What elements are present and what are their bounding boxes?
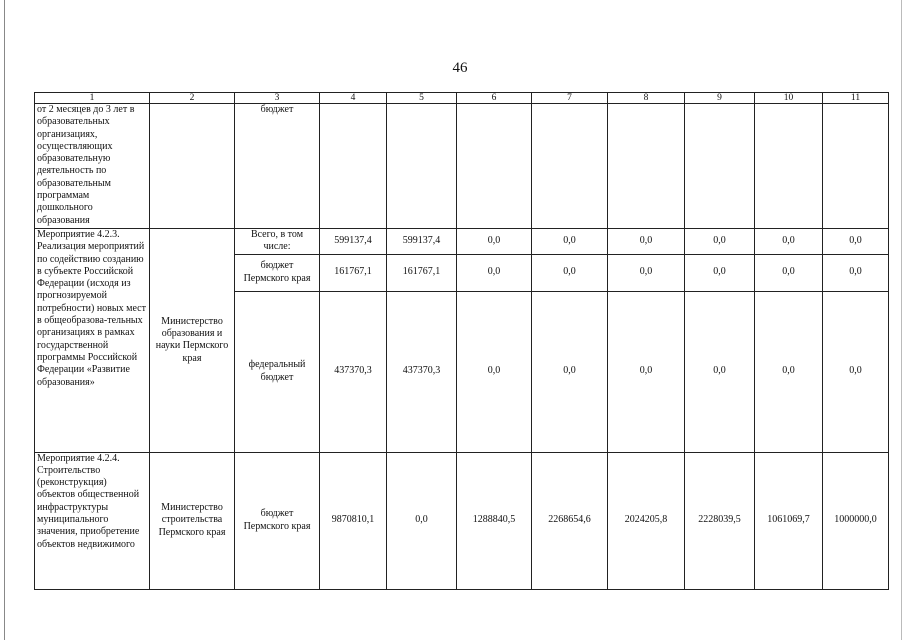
header-col-6: 6 xyxy=(457,93,532,104)
value-cell: 0,0 xyxy=(685,254,755,291)
value-cell: 0,0 xyxy=(608,254,685,291)
value-cell: 0,0 xyxy=(685,229,755,255)
measure-423-executor: Министерство образования и науки Пермского края xyxy=(150,229,235,453)
value-cell: 2268654,6 xyxy=(532,452,608,589)
value-cell: 0,0 xyxy=(532,229,608,255)
value-cell: 0,0 xyxy=(457,229,532,255)
header-col-9: 9 xyxy=(685,93,755,104)
value-cell: 9870810,1 xyxy=(320,452,387,589)
value-cell: 161767,1 xyxy=(320,254,387,291)
value-cell: 161767,1 xyxy=(387,254,457,291)
header-col-2: 2 xyxy=(150,93,235,104)
value-cell: 0,0 xyxy=(823,229,889,255)
value-cell: 0,0 xyxy=(823,291,889,452)
value-cell: 0,0 xyxy=(387,452,457,589)
budget-table xyxy=(34,92,889,590)
value-cell: 0,0 xyxy=(532,254,608,291)
header-row xyxy=(35,93,889,104)
header-col-8: 8 xyxy=(608,93,685,104)
header-col-5: 5 xyxy=(387,93,457,104)
table-row xyxy=(35,229,889,255)
header-col-11: 11 xyxy=(823,93,889,104)
value-cell: 2024205,8 xyxy=(608,452,685,589)
value-cell: 2228039,5 xyxy=(685,452,755,589)
value-cell: 0,0 xyxy=(755,229,823,255)
value-cell: 599137,4 xyxy=(387,229,457,255)
value-cell: 0,0 xyxy=(457,254,532,291)
source-cell: федеральный бюджет xyxy=(235,291,320,452)
measure-424-description: Мероприятие 4.2.4. Строительство (реконструкция) объектов общественной инфраструктуры муниципального значения, приобретение объектов недвижимого xyxy=(35,452,150,589)
row-executor xyxy=(150,104,235,229)
value-cell: 0,0 xyxy=(685,291,755,452)
value-cell: 1061069,7 xyxy=(755,452,823,589)
source-cell: Всего, в том числе: xyxy=(235,229,320,255)
source-cell: бюджет Пермского края xyxy=(235,452,320,589)
measure-424-executor: Министерство строительства Пермского края xyxy=(150,452,235,589)
value-cell: 599137,4 xyxy=(320,229,387,255)
value-cell: 0,0 xyxy=(608,229,685,255)
value-cell: 0,0 xyxy=(823,254,889,291)
row-description: от 2 месяцев до 3 лет в образовательных организациях, осуществляющих образовательную деятельность по образовательным программам дошкольного образования xyxy=(35,104,150,229)
header-col-1: 1 xyxy=(35,93,150,104)
header-col-7: 7 xyxy=(532,93,608,104)
value-cell: 0,0 xyxy=(457,291,532,452)
page-right-edge xyxy=(901,0,902,640)
value-cell: 437370,3 xyxy=(320,291,387,452)
table-row xyxy=(35,104,889,229)
page-number: 46 xyxy=(452,60,468,76)
value-cell: 0,0 xyxy=(532,291,608,452)
measure-423-description: Мероприятие 4.2.3. Реализация мероприятий по содействию созданию в субъекте Российской Федерации (исходя из прогнозируемой потребности) новых мест в общеобразова-тельных организациях в рамках государственной программы Российской Федерации «Развитие образования» xyxy=(35,229,150,453)
value-cell: 0,0 xyxy=(608,291,685,452)
page-left-edge xyxy=(4,0,5,640)
source-cell: бюджет Пермского края xyxy=(235,254,320,291)
value-cell: 1288840,5 xyxy=(457,452,532,589)
value-cell: 0,0 xyxy=(755,291,823,452)
header-col-3: 3 xyxy=(235,93,320,104)
table-row xyxy=(35,452,889,589)
value-cell: 0,0 xyxy=(755,254,823,291)
header-col-4: 4 xyxy=(320,93,387,104)
header-col-10: 10 xyxy=(755,93,823,104)
row-source: бюджет xyxy=(235,104,320,229)
value-cell: 1000000,0 xyxy=(823,452,889,589)
value-cell: 437370,3 xyxy=(387,291,457,452)
